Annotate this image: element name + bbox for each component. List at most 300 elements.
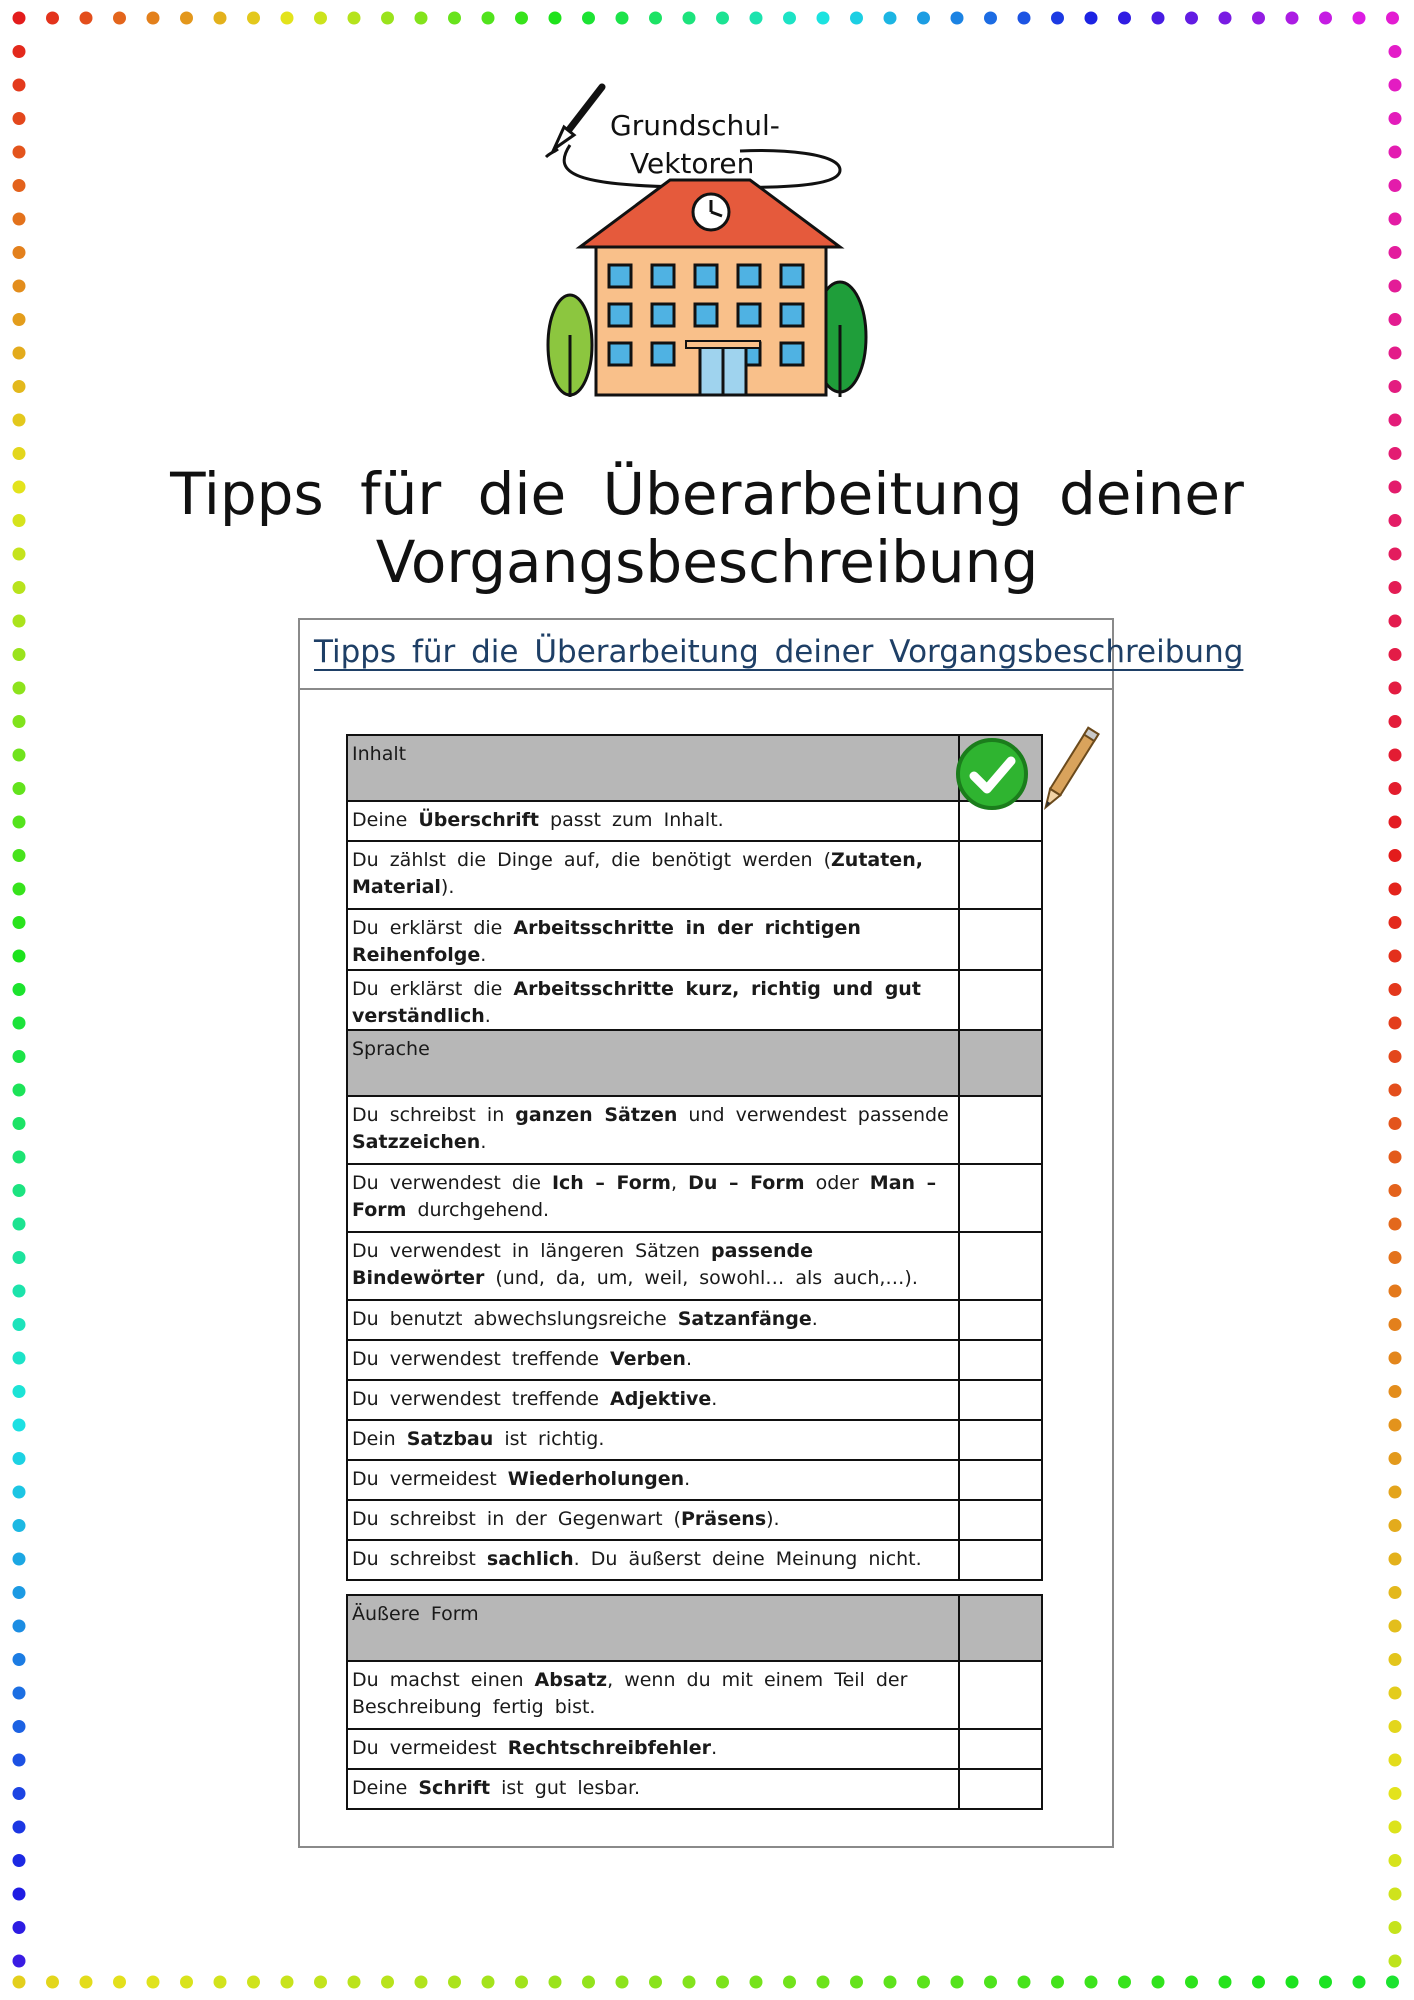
border-dot <box>1389 1285 1402 1298</box>
criterion-keyword: passende Bindewörter <box>352 1240 813 1289</box>
criterion-keyword: Du – Form <box>688 1172 805 1194</box>
criterion-text-part: ist richtig. <box>493 1428 605 1450</box>
check-box-cell[interactable] <box>959 1729 1042 1769</box>
criterion-keyword: Verben <box>610 1348 686 1370</box>
table-row <box>347 1661 1042 1729</box>
border-dot <box>1018 1976 1031 1989</box>
table-row <box>347 1232 1042 1300</box>
check-box-cell[interactable] <box>959 1540 1042 1580</box>
criterion-keyword: Satzbau <box>406 1428 494 1450</box>
border-dot <box>13 380 26 393</box>
criterion-text-part: passt zum Inhalt. <box>539 809 724 831</box>
border-dot <box>13 347 26 360</box>
border-dot <box>1389 347 1402 360</box>
border-dot <box>1389 380 1402 393</box>
border-dot <box>13 1553 26 1566</box>
border-dot <box>113 1976 126 1989</box>
border-dot <box>1389 1787 1402 1800</box>
border-dot <box>13 1084 26 1097</box>
border-dot <box>13 1754 26 1767</box>
tree-icon <box>548 295 592 397</box>
border-dot <box>147 12 160 25</box>
border-dot <box>13 112 26 125</box>
border-dot <box>515 12 528 25</box>
border-dot <box>13 481 26 494</box>
border-dot <box>80 12 93 25</box>
border-dot <box>381 1976 394 1989</box>
border-dot <box>951 1976 964 1989</box>
criterion-text-part: Du benutzt abwechslungsreiche <box>352 1308 678 1330</box>
border-dot <box>13 715 26 728</box>
border-dot <box>1389 1653 1402 1666</box>
check-box-cell[interactable] <box>959 1232 1042 1300</box>
checklist-section-sprache <box>346 1029 1043 1581</box>
criterion-text-part: Du schreibst <box>352 1548 487 1570</box>
table-row <box>347 1540 1042 1580</box>
criterion-text-part: , <box>670 1172 689 1194</box>
border-dot <box>1389 1821 1402 1834</box>
border-dot <box>13 447 26 460</box>
criterion-text <box>347 1420 959 1460</box>
border-dot <box>13 179 26 192</box>
border-dot <box>1389 1419 1402 1432</box>
check-box-cell[interactable] <box>959 1769 1042 1809</box>
window-shape <box>781 304 803 326</box>
logo-text-line1: Grundschul- <box>610 109 780 142</box>
section-header-label: Sprache <box>347 1030 959 1096</box>
border-dot <box>13 950 26 963</box>
border-dot <box>616 1976 629 1989</box>
border-dot <box>1389 313 1402 326</box>
border-dot <box>1389 79 1402 92</box>
border-dot <box>716 12 729 25</box>
border-dot <box>13 1720 26 1733</box>
border-dot <box>1389 883 1402 896</box>
criterion-text <box>347 1096 959 1164</box>
border-dot <box>13 782 26 795</box>
check-box-cell[interactable] <box>959 1500 1042 1540</box>
border-dot <box>1389 548 1402 561</box>
border-dot <box>13 1452 26 1465</box>
window-shape <box>652 265 674 287</box>
border-dot <box>984 12 997 25</box>
border-dot <box>716 1976 729 1989</box>
criterion-text-part: ). <box>766 1508 780 1530</box>
criterion-keyword: Wiederholungen <box>507 1468 685 1490</box>
criterion-text-part: . <box>480 1131 487 1153</box>
criterion-text <box>347 1380 959 1420</box>
page-title-line1: Tipps für die Überarbeitung deiner <box>170 460 1244 528</box>
border-dot <box>1319 12 1332 25</box>
border-dot <box>348 1976 361 1989</box>
border-dot <box>281 12 294 25</box>
criterion-text-part: . <box>685 1348 692 1370</box>
section-header-row <box>347 1595 1042 1661</box>
border-dot <box>1389 481 1402 494</box>
border-dot <box>13 79 26 92</box>
check-box-cell[interactable] <box>959 841 1042 909</box>
border-dot <box>1152 1976 1165 1989</box>
criterion-text-part: Du verwendest die <box>352 1172 552 1194</box>
criterion-text-part: . <box>711 1737 718 1759</box>
border-dot <box>113 12 126 25</box>
table-row <box>347 970 1042 1038</box>
title-divider <box>300 688 1112 690</box>
criterion-keyword: Absatz <box>534 1669 608 1691</box>
border-dot <box>1389 1586 1402 1599</box>
border-dot <box>1389 1720 1402 1733</box>
table-row <box>347 909 1042 970</box>
border-dot <box>415 12 428 25</box>
criterion-text <box>347 1661 959 1729</box>
border-dot <box>13 1921 26 1934</box>
border-dot <box>683 12 696 25</box>
border-dot <box>13 146 26 159</box>
border-dot <box>13 45 26 58</box>
border-dot <box>817 12 830 25</box>
border-dot <box>180 12 193 25</box>
border-dot <box>1353 12 1366 25</box>
border-dot <box>1389 112 1402 125</box>
border-dot <box>247 12 260 25</box>
border-dot <box>750 1976 763 1989</box>
border-dot <box>1389 816 1402 829</box>
border-dot <box>13 1519 26 1532</box>
border-dot <box>1389 1352 1402 1365</box>
criterion-keyword: ganzen Sätzen <box>515 1104 678 1126</box>
border-dot <box>1319 1976 1332 1989</box>
border-dot <box>1389 1553 1402 1566</box>
border-dot <box>13 1821 26 1834</box>
border-dot <box>1389 246 1402 259</box>
border-dot <box>13 246 26 259</box>
window-shape <box>738 265 760 287</box>
border-dot <box>1389 447 1402 460</box>
criterion-text <box>347 909 959 970</box>
border-dot <box>1389 950 1402 963</box>
border-dot <box>1389 749 1402 762</box>
table-row <box>347 1500 1042 1540</box>
border-dot <box>13 1586 26 1599</box>
border-dot <box>348 12 361 25</box>
border-dot <box>13 883 26 896</box>
window-shape <box>609 304 631 326</box>
border-dot <box>1389 1687 1402 1700</box>
border-dot <box>1389 1754 1402 1767</box>
window-shape <box>695 304 717 326</box>
border-dot <box>13 1653 26 1666</box>
border-dot <box>214 1976 227 1989</box>
logo-text-line2: Vektoren <box>630 147 755 180</box>
border-dot <box>1389 1888 1402 1901</box>
border-dot <box>1386 1976 1399 1989</box>
border-dot <box>13 313 26 326</box>
border-dot <box>13 1218 26 1231</box>
table-row <box>347 801 1042 841</box>
border-dot <box>1389 1050 1402 1063</box>
border-dot <box>13 1117 26 1130</box>
border-dot <box>1389 682 1402 695</box>
fountain-pen-icon <box>546 87 602 157</box>
criterion-text <box>347 1460 959 1500</box>
border-dot <box>817 1976 830 1989</box>
border-dot <box>1389 916 1402 929</box>
border-dot <box>1219 12 1232 25</box>
criterion-text-part: ist gut lesbar. <box>490 1777 641 1799</box>
criterion-keyword: Adjektive <box>610 1388 712 1410</box>
border-dot <box>1252 1976 1265 1989</box>
check-box-cell[interactable] <box>959 1420 1042 1460</box>
criterion-text <box>347 1500 959 1540</box>
border-dot <box>13 1318 26 1331</box>
border-dot <box>1389 615 1402 628</box>
criterion-text-part: Deine <box>352 809 419 831</box>
criterion-text <box>347 1769 959 1809</box>
border-dot <box>13 816 26 829</box>
table-row <box>347 1380 1042 1420</box>
table-row <box>347 1769 1042 1809</box>
criterion-text <box>347 1340 959 1380</box>
border-dot <box>46 12 59 25</box>
check-box-cell[interactable] <box>959 1340 1042 1380</box>
border-dot <box>214 12 227 25</box>
border-dot <box>649 12 662 25</box>
border-dot <box>13 1251 26 1264</box>
border-dot <box>13 615 26 628</box>
border-dot <box>1389 514 1402 527</box>
border-dot <box>147 1976 160 1989</box>
window-shape <box>738 304 760 326</box>
criterion-text-part: Du verwendest in längeren Sätzen <box>352 1240 712 1262</box>
criterion-text-part: Deine <box>352 1777 419 1799</box>
criterion-text-part: Du schreibst in der Gegenwart ( <box>352 1508 681 1530</box>
border-dot <box>1389 1151 1402 1164</box>
border-dot <box>515 1976 528 1989</box>
border-dot <box>783 1976 796 1989</box>
checklist-section-inhalt <box>346 734 1043 1039</box>
border-dot <box>13 1017 26 1030</box>
border-dot <box>13 280 26 293</box>
border-dot <box>1118 1976 1131 1989</box>
clock-icon <box>693 194 729 230</box>
border-dot <box>1389 1385 1402 1398</box>
table-row <box>347 1096 1042 1164</box>
border-dot <box>1389 1017 1402 1030</box>
border-dot <box>1252 12 1265 25</box>
border-dot <box>13 12 26 25</box>
window-shape <box>652 343 674 365</box>
border-dot <box>13 1955 26 1968</box>
criterion-text-part: durchgehend. <box>406 1199 550 1221</box>
border-dot <box>180 1976 193 1989</box>
border-dot <box>1389 1318 1402 1331</box>
border-dot <box>1219 1976 1232 1989</box>
checklist-section-aeussere-form <box>346 1594 1043 1810</box>
check-box-cell[interactable] <box>959 1300 1042 1340</box>
border-dot <box>582 1976 595 1989</box>
border-dot <box>13 1888 26 1901</box>
border-dot <box>1389 1084 1402 1097</box>
check-box-cell[interactable] <box>959 1164 1042 1232</box>
criterion-text-part: . <box>711 1388 718 1410</box>
border-dot <box>1389 1955 1402 1968</box>
border-dot <box>1389 1218 1402 1231</box>
criterion-keyword: Arbeitsschritte in der richtigen Reihenfolge <box>352 917 861 966</box>
border-dot <box>884 1976 897 1989</box>
check-box-cell[interactable] <box>959 1460 1042 1500</box>
border-dot <box>281 1976 294 1989</box>
criterion-keyword: Zutaten, Material <box>352 849 923 898</box>
check-box-cell[interactable] <box>959 909 1042 970</box>
criterion-text-part: Du schreibst in <box>352 1104 516 1126</box>
border-dot <box>1389 213 1402 226</box>
border-dot <box>616 12 629 25</box>
criterion-text-part: und verwendest passende <box>677 1104 949 1126</box>
border-dot <box>13 414 26 427</box>
border-dot <box>1118 12 1131 25</box>
page-title <box>150 460 1264 596</box>
criterion-text-part: . <box>811 1308 818 1330</box>
border-dot <box>13 1854 26 1867</box>
border-dot <box>1389 715 1402 728</box>
window-shape <box>652 304 674 326</box>
border-dot <box>1389 1620 1402 1633</box>
border-dot <box>1389 648 1402 661</box>
check-box-cell[interactable] <box>959 1380 1042 1420</box>
border-dot <box>13 1787 26 1800</box>
worksheet-title: Tipps für die Überarbeitung deiner Vorgangsbeschreibung <box>314 634 1244 670</box>
border-dot <box>1389 782 1402 795</box>
table-row <box>347 1300 1042 1340</box>
criterion-text-part: Du machst einen <box>352 1669 535 1691</box>
border-dot <box>1389 849 1402 862</box>
border-dot <box>917 12 930 25</box>
check-circle-icon <box>952 734 1032 814</box>
window-shape <box>609 265 631 287</box>
section-header-row <box>347 735 1042 801</box>
criterion-keyword: Präsens <box>680 1508 767 1530</box>
window-shape <box>781 343 803 365</box>
border-dot <box>850 12 863 25</box>
border-dot <box>13 548 26 561</box>
border-dot <box>1389 1184 1402 1197</box>
criterion-keyword: Man – Form <box>352 1172 937 1221</box>
border-dot <box>683 1976 696 1989</box>
border-dot <box>46 1976 59 1989</box>
border-dot <box>1389 581 1402 594</box>
border-dot <box>482 1976 495 1989</box>
criterion-text-part: Du verwendest treffende <box>352 1388 611 1410</box>
border-dot <box>247 1976 260 1989</box>
border-dot <box>783 12 796 25</box>
border-dot <box>850 1976 863 1989</box>
criterion-keyword: Ich – Form <box>551 1172 671 1194</box>
border-dot <box>984 1976 997 1989</box>
border-dot <box>1389 1251 1402 1264</box>
border-dot <box>448 12 461 25</box>
criterion-text <box>347 841 959 909</box>
section-header-label: Äußere Form <box>347 1595 959 1661</box>
section-header-check-cell <box>959 1595 1042 1661</box>
border-dot <box>381 12 394 25</box>
table-row <box>347 1420 1042 1460</box>
border-dot <box>13 514 26 527</box>
border-dot <box>1353 1976 1366 1989</box>
border-dot <box>549 1976 562 1989</box>
border-dot <box>750 12 763 25</box>
border-dot <box>1051 1976 1064 1989</box>
border-dot <box>1389 414 1402 427</box>
border-dot <box>1389 1117 1402 1130</box>
border-dot <box>1185 12 1198 25</box>
section-header-check-cell <box>959 1030 1042 1096</box>
border-dot <box>13 1486 26 1499</box>
criterion-text <box>347 1540 959 1580</box>
criterion-keyword: Schrift <box>418 1777 491 1799</box>
border-dot <box>1018 12 1031 25</box>
criterion-text <box>347 801 959 841</box>
check-box-cell[interactable] <box>959 1096 1042 1164</box>
criterion-keyword: Satzzeichen <box>352 1131 481 1153</box>
check-box-cell[interactable] <box>959 970 1042 1038</box>
criterion-text-part: Du vermeidest <box>352 1468 508 1490</box>
check-box-cell[interactable] <box>959 1661 1042 1729</box>
criterion-keyword: Rechtschreibfehler <box>507 1737 712 1759</box>
border-dot <box>13 682 26 695</box>
border-dot <box>314 1976 327 1989</box>
border-dot <box>13 1151 26 1164</box>
criterion-text <box>347 1729 959 1769</box>
border-dot <box>1286 1976 1299 1989</box>
border-dot <box>415 1976 428 1989</box>
border-dot <box>13 1976 26 1989</box>
criterion-text-part: (und, da, um, weil, sowohl… als auch,…). <box>484 1267 918 1289</box>
border-dot <box>649 1976 662 1989</box>
border-dot <box>13 1620 26 1633</box>
criterion-text-part: oder <box>804 1172 870 1194</box>
criterion-text-part: ). <box>440 876 455 898</box>
criterion-keyword: Arbeitsschritte kurz, richtig und gut verständlich <box>352 978 921 1027</box>
border-dot <box>1286 12 1299 25</box>
border-dot <box>1389 280 1402 293</box>
window-shape <box>781 265 803 287</box>
border-dot <box>1389 1854 1402 1867</box>
criterion-text <box>347 1164 959 1232</box>
border-dot <box>13 916 26 929</box>
border-dot <box>13 1050 26 1063</box>
criterion-text-part: . Du äußerst deine Meinung nicht. <box>573 1548 922 1570</box>
criterion-text-part: Du vermeidest <box>352 1737 508 1759</box>
border-dot <box>314 12 327 25</box>
border-dot <box>1389 1486 1402 1499</box>
border-dot <box>1386 12 1399 25</box>
border-dot <box>1389 1452 1402 1465</box>
border-dot <box>1152 12 1165 25</box>
border-dot <box>884 12 897 25</box>
table-row <box>347 1729 1042 1769</box>
border-dot <box>917 1976 930 1989</box>
table-row <box>347 1460 1042 1500</box>
border-dot <box>13 1687 26 1700</box>
border-dot <box>582 12 595 25</box>
criterion-text-part: Du verwendest treffende <box>352 1348 611 1370</box>
border-dot <box>549 12 562 25</box>
border-dot <box>1051 12 1064 25</box>
page-title-line2: Vorgangsbeschreibung <box>375 528 1039 596</box>
criterion-text-part: Du zählst die Dinge auf, die benötigt werden ( <box>352 849 832 871</box>
border-dot <box>13 581 26 594</box>
border-dot <box>951 12 964 25</box>
